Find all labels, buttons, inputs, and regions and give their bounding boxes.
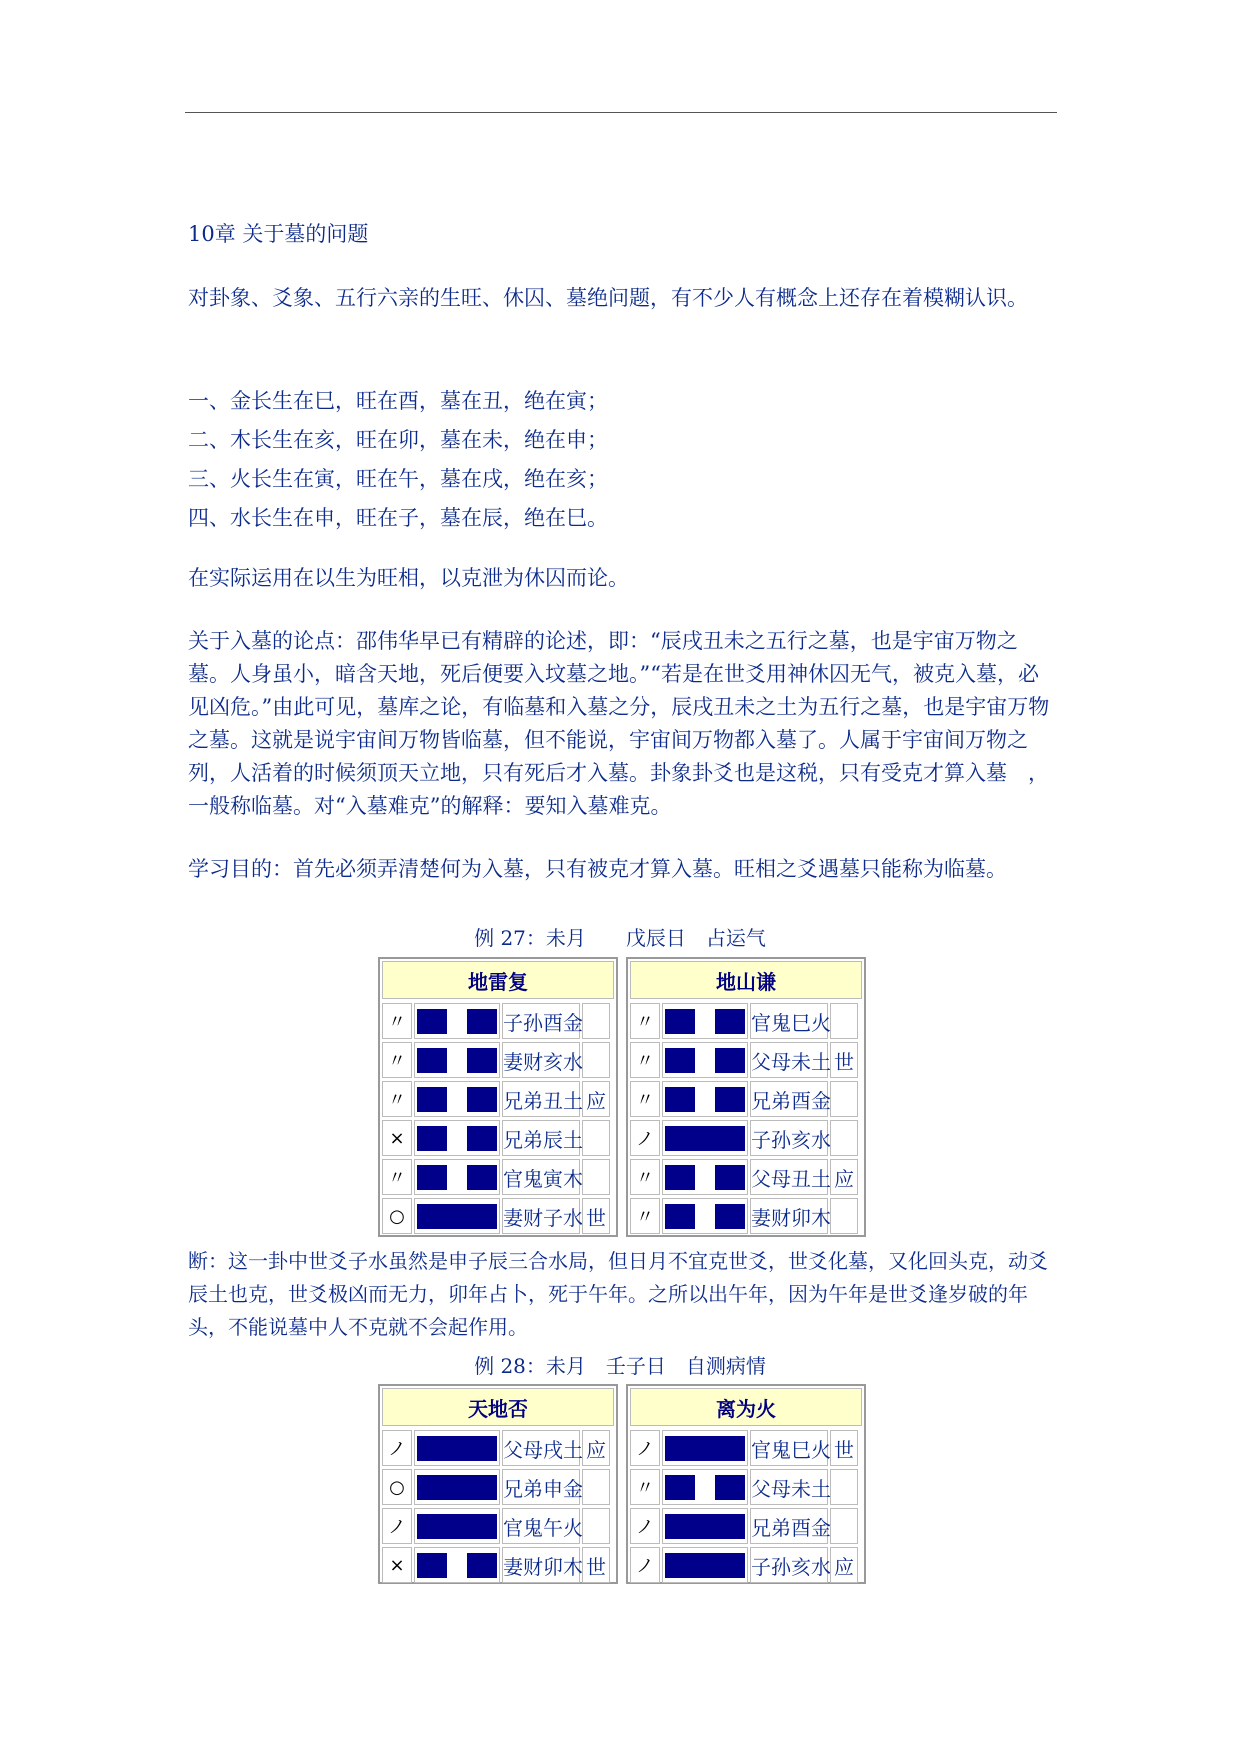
shi-ying-marker xyxy=(830,1469,858,1505)
yao-mark: 〃 xyxy=(630,1469,660,1505)
yao-mark: 〃 xyxy=(382,1003,412,1039)
yao-mark: ノ xyxy=(630,1430,660,1466)
shi-ying-marker: 应 xyxy=(830,1547,858,1583)
yin-bar-left xyxy=(665,1204,695,1229)
yin-bar-right xyxy=(715,1165,745,1190)
paragraph-3: 关于入墓的论点：邵伟华早已有精辟的论述，即：“辰戌丑未之五行之墓，也是宇宙万物之墓。人身虽小，暗含天地，死后便要入坟墓之地。”“若是在世爻用神休囚无气，被克入墓，必见凶危。”由此可见，墓库之论，有临墓和入墓之分，辰戌丑未之土为五行之墓，也是宇宙万物之墓。这就是说宇宙间万物皆临墓，但不能说，宇宙间万物都入墓了。人属于宇宙间万物之列，人活着的时候须顶天立地，只有死后才入墓。卦象卦爻也是这税，只有受克才算入墓 ，一般称临墓。对“入墓难克”的解释：要知入墓难克。 xyxy=(188,629,1050,818)
shi-ying-marker xyxy=(582,1120,610,1156)
paragraph-4: 学习目的：首先必须弄清楚何为入墓，只有被克才算入墓。旺相之爻遇墓只能称为临墓。 xyxy=(188,857,1007,881)
liuqin-ganzhi: 兄弟酉金 xyxy=(750,1081,828,1117)
hexagram-name: 地雷复 xyxy=(382,961,614,999)
table-row xyxy=(630,1469,862,1505)
yao-mark: ノ xyxy=(630,1120,660,1156)
yin-bar-right xyxy=(715,1087,745,1112)
example-27-judgement: 断：这一卦中世爻子水虽然是申子辰三合水局，但日月不宜克世爻，世爻化墓，又化回头克，动爻辰土也克，世爻极凶而无力，卯年占卜，死于午年。之所以出午年，因为午年是世爻逢岁破的年头，不能说墓中人不克就不会起作用。 xyxy=(188,1249,1048,1339)
yang-bar xyxy=(417,1204,497,1229)
table-row xyxy=(382,1159,614,1195)
table-row xyxy=(630,1042,862,1078)
liuqin-ganzhi: 妻财卯木 xyxy=(502,1547,580,1583)
yin-line xyxy=(662,1198,748,1234)
shi-ying-marker xyxy=(830,1003,858,1039)
table-row xyxy=(382,1042,614,1078)
yin-line xyxy=(662,1042,748,1078)
hexagram-name: 离为火 xyxy=(630,1388,862,1426)
liuqin-ganzhi: 兄弟申金 xyxy=(502,1469,580,1505)
changsheng-list xyxy=(188,382,1058,538)
table-row xyxy=(382,1120,614,1156)
yang-line xyxy=(414,1508,500,1544)
table-row xyxy=(630,1003,862,1039)
shi-ying-marker: 应 xyxy=(830,1159,858,1195)
yao-mark: ○ xyxy=(382,1198,412,1234)
yao-mark: × xyxy=(382,1547,412,1583)
liuqin-ganzhi: 父母戌土 xyxy=(502,1430,580,1466)
yao-mark: ノ xyxy=(630,1547,660,1583)
shi-ying-marker xyxy=(582,1042,610,1078)
yin-bar-left xyxy=(665,1475,695,1500)
yin-bar-right xyxy=(467,1126,497,1151)
liuqin-ganzhi: 官鬼巳火 xyxy=(750,1430,828,1466)
table-row xyxy=(630,1430,862,1466)
yin-bar-right xyxy=(715,1204,745,1229)
yin-bar-left xyxy=(665,1165,695,1190)
yao-mark: 〃 xyxy=(630,1042,660,1078)
yin-bar-left xyxy=(665,1048,695,1073)
shi-ying-marker xyxy=(582,1159,610,1195)
yin-bar-left xyxy=(665,1087,695,1112)
yao-mark: ノ xyxy=(382,1430,412,1466)
shi-ying-marker xyxy=(830,1508,858,1544)
yin-line xyxy=(662,1469,748,1505)
example-27-caption: 例 27：未月 戊辰日 占运气 xyxy=(474,926,766,950)
yin-line xyxy=(414,1003,500,1039)
yin-bar-right xyxy=(715,1475,745,1500)
intro-paragraph: 对卦象、爻象、五行六亲的生旺、休囚、墓绝问题，有不少人有概念上还存在着模糊认识。 xyxy=(188,286,1028,310)
hexagram-table-li xyxy=(626,1384,866,1584)
liuqin-ganzhi: 子孙酉金 xyxy=(502,1003,580,1039)
yin-line xyxy=(414,1042,500,1078)
hexagram-name: 地山谦 xyxy=(630,961,862,999)
yang-line xyxy=(662,1547,748,1583)
yin-bar-left xyxy=(417,1009,447,1034)
hexagram-table-fu xyxy=(378,957,618,1237)
yang-line xyxy=(662,1508,748,1544)
liuqin-ganzhi: 官鬼巳火 xyxy=(750,1003,828,1039)
example-28-caption: 例 28：未月 壬子日 自测病情 xyxy=(474,1354,766,1378)
yang-bar xyxy=(665,1514,745,1539)
yang-bar xyxy=(665,1126,745,1151)
yin-bar-right xyxy=(467,1165,497,1190)
table-row xyxy=(630,1198,862,1234)
yao-mark: × xyxy=(382,1120,412,1156)
yin-bar-left xyxy=(417,1048,447,1073)
liuqin-ganzhi: 妻财卯木 xyxy=(750,1198,828,1234)
shi-ying-marker: 世 xyxy=(582,1198,610,1234)
liuqin-ganzhi: 兄弟辰土 xyxy=(502,1120,580,1156)
shi-ying-marker: 应 xyxy=(582,1081,610,1117)
yin-bar-left xyxy=(417,1126,447,1151)
yin-bar-right xyxy=(467,1048,497,1073)
liuqin-ganzhi: 子孙亥水 xyxy=(750,1547,828,1583)
list-item: 一、金长生在巳，旺在酉，墓在丑，绝在寅； xyxy=(188,389,608,413)
shi-ying-marker: 世 xyxy=(830,1430,858,1466)
hexagram-table-pi xyxy=(378,1384,618,1584)
liuqin-ganzhi: 妻财子水 xyxy=(502,1198,580,1234)
liuqin-ganzhi: 子孙亥水 xyxy=(750,1120,828,1156)
yin-bar-left xyxy=(665,1009,695,1034)
yin-line xyxy=(414,1120,500,1156)
yao-mark: 〃 xyxy=(382,1159,412,1195)
hexagram-name: 天地否 xyxy=(382,1388,614,1426)
yin-line xyxy=(414,1159,500,1195)
yao-mark: ○ xyxy=(382,1469,412,1505)
list-item: 三、火长生在寅，旺在午，墓在戌，绝在亥； xyxy=(188,467,608,491)
yin-bar-right xyxy=(467,1087,497,1112)
yin-bar-left xyxy=(417,1165,447,1190)
table-row xyxy=(382,1003,614,1039)
hexagram-table-qian xyxy=(626,957,866,1237)
yin-bar-right xyxy=(715,1048,745,1073)
liuqin-ganzhi: 兄弟丑土 xyxy=(502,1081,580,1117)
liuqin-ganzhi: 父母丑土 xyxy=(750,1159,828,1195)
liuqin-ganzhi: 官鬼寅木 xyxy=(502,1159,580,1195)
table-row xyxy=(382,1198,614,1234)
yin-line xyxy=(662,1159,748,1195)
yao-mark: ノ xyxy=(630,1508,660,1544)
yang-line xyxy=(414,1469,500,1505)
table-row xyxy=(382,1469,614,1505)
yao-mark: 〃 xyxy=(630,1198,660,1234)
top-rule xyxy=(185,112,1057,113)
shi-ying-marker xyxy=(582,1508,610,1544)
table-row xyxy=(630,1159,862,1195)
liuqin-ganzhi: 父母未土 xyxy=(750,1469,828,1505)
liuqin-ganzhi: 妻财亥水 xyxy=(502,1042,580,1078)
list-item: 四、水长生在申，旺在子，墓在辰，绝在巳。 xyxy=(188,506,608,530)
yang-line xyxy=(662,1120,748,1156)
table-row xyxy=(630,1081,862,1117)
yin-bar-right xyxy=(715,1009,745,1034)
yao-mark: ノ xyxy=(382,1508,412,1544)
yang-bar xyxy=(665,1436,745,1461)
yin-bar-left xyxy=(417,1553,447,1578)
yin-bar-right xyxy=(467,1553,497,1578)
shi-ying-marker xyxy=(830,1081,858,1117)
yang-bar xyxy=(417,1514,497,1539)
yin-line xyxy=(662,1081,748,1117)
shi-ying-marker xyxy=(830,1198,858,1234)
shi-ying-marker xyxy=(830,1120,858,1156)
shi-ying-marker: 应 xyxy=(582,1430,610,1466)
table-row xyxy=(630,1508,862,1544)
liuqin-ganzhi: 兄弟酉金 xyxy=(750,1508,828,1544)
yao-mark: 〃 xyxy=(382,1081,412,1117)
yin-bar-left xyxy=(417,1087,447,1112)
shi-ying-marker xyxy=(582,1003,610,1039)
yin-line xyxy=(414,1081,500,1117)
table-row xyxy=(630,1120,862,1156)
table-row xyxy=(382,1547,614,1583)
table-row xyxy=(382,1081,614,1117)
liuqin-ganzhi: 官鬼午火 xyxy=(502,1508,580,1544)
shi-ying-marker: 世 xyxy=(830,1042,858,1078)
yin-line xyxy=(662,1003,748,1039)
paragraph-2: 在实际运用在以生为旺相，以克泄为休囚而论。 xyxy=(188,566,629,590)
table-row xyxy=(382,1430,614,1466)
yang-line xyxy=(414,1198,500,1234)
yang-bar xyxy=(417,1436,497,1461)
yao-mark: 〃 xyxy=(382,1042,412,1078)
yang-bar xyxy=(665,1553,745,1578)
yao-mark: 〃 xyxy=(630,1081,660,1117)
yang-line xyxy=(414,1430,500,1466)
yang-line xyxy=(662,1430,748,1466)
table-row xyxy=(630,1547,862,1583)
list-item: 二、木长生在亥，旺在卯，墓在未，绝在申； xyxy=(188,428,608,452)
yin-bar-right xyxy=(467,1009,497,1034)
table-row xyxy=(382,1508,614,1544)
yang-bar xyxy=(417,1475,497,1500)
yin-line xyxy=(414,1547,500,1583)
yao-mark: 〃 xyxy=(630,1003,660,1039)
yao-mark: 〃 xyxy=(630,1159,660,1195)
shi-ying-marker xyxy=(582,1469,610,1505)
shi-ying-marker: 世 xyxy=(582,1547,610,1583)
chapter-title: 10章 关于墓的问题 xyxy=(188,222,369,246)
liuqin-ganzhi: 父母未土 xyxy=(750,1042,828,1078)
